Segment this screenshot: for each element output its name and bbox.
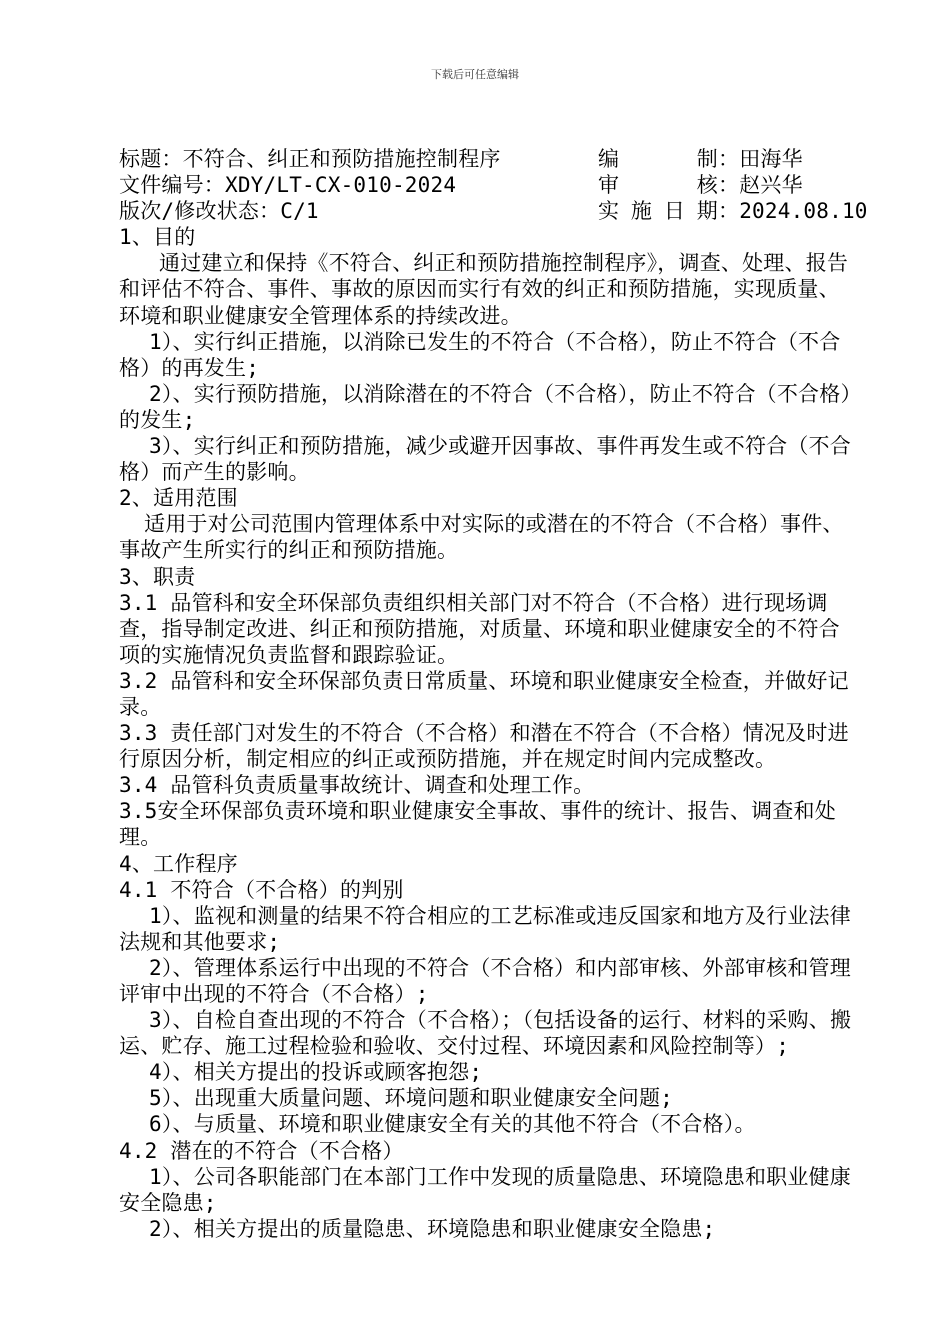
list-item: 2）、相关方提出的质量隐患、环境隐患和职业健康安全隐患;: [149, 1216, 716, 1241]
clause: 3.3 责任部门对发生的不符合（不合格）和潜在不符合（不合格）情况及时进行原因分析，制定相应的纠正或预防措施，并在规定时间内完成整改。: [119, 721, 849, 772]
list-item: 3）、自检自查出现的不符合（不合格）；（包括设备的运行、材料的采购、搬运、贮存、施工过程检验和验收、交付过程、环境因素和风险控制等）;: [119, 1008, 852, 1059]
reviewer-name: 赵兴华: [739, 173, 803, 198]
watermark-text: 下载后可任意编辑: [431, 68, 519, 81]
section-heading: 4、工作程序: [119, 851, 238, 876]
clause: 3.4 品管科负责质量事故统计、调查和处理工作。: [119, 773, 595, 798]
header-row-2: [119, 172, 859, 198]
list-item: 2）、管理体系运行中出现的不符合（不合格）和内部审核、外部审核和管理评审中出现的不符合（不合格）;: [119, 955, 851, 1006]
effective-date-field: [598, 198, 868, 224]
compiler-sep: ：: [718, 147, 740, 171]
compiler-name: 田海华: [739, 147, 803, 171]
doc-number: 文件编号：XDY/LT-CX-010-2024: [119, 173, 457, 198]
list-item: 1）、监视和测量的结果不符合相应的工艺标准或违反国家和地方及行业法律法规和其他要求;: [119, 903, 851, 954]
section-heading: 3、职责: [119, 564, 196, 589]
list-item: 6）、与质量、环境和职业健康安全有关的其他不符合（不合格）。: [149, 1112, 756, 1137]
paragraph: 通过建立和保持《不符合、纠正和预防措施控制程序》，调查、处理、报告和评估不符合、事件、事故的原因而实行有效的纠正和预防措施，实现质量、环境和职业健康安全管理体系的持续改进。: [119, 251, 849, 328]
list-item: 2）、实行预防措施，以消除潜在的不符合（不合格），防止不符合（不合格）的发生;: [119, 381, 852, 432]
reviewer-sep: ：: [718, 173, 740, 198]
clause: 3.5安全环保部负责环境和职业健康安全事故、事件的统计、报告、调查和处理。: [119, 799, 836, 850]
list-item: 1）、实行纠正措施，以消除已发生的不符合（不合格），防止不符合（不合格）的再发生;: [119, 329, 841, 380]
list-item: 1）、公司各职能部门在本部门工作中发现的质量隐患、环境隐患和职业健康安全隐患;: [119, 1164, 851, 1215]
clause: 3.2 品管科和安全环保部负责日常质量、环境和职业健康安全检查，并做好记录。: [119, 668, 849, 719]
compiler-field: [598, 146, 803, 172]
paragraph: 适用于对公司范围内管理体系中对实际的或潜在的不符合（不合格）事件、事故产生所实行的纠正和预防措施。: [119, 512, 844, 563]
section-heading: 2、适用范围: [119, 486, 238, 511]
list-item: 3）、实行纠正和预防措施，减少或避开因事故、事件再发生或不符合（不合格）而产生的影响。: [119, 434, 851, 485]
date-sep: ：: [718, 199, 740, 224]
list-item: 5）、出现重大质量问题、环境问题和职业健康安全问题;: [149, 1086, 673, 1111]
reviewer-field: [598, 172, 803, 198]
subsection-heading: 4.2 潜在的不符合（不合格）: [119, 1138, 404, 1163]
header-row-1: [119, 146, 859, 172]
compiler-label: 编 制: [598, 147, 718, 171]
clause: 3.1 品管科和安全环保部负责组织相关部门对不符合（不合格）进行现场调查，指导制定改进、纠正和预防措施，对质量、环境和职业健康安全的不符合项的实施情况负责监督和跟踪验证。: [119, 590, 840, 667]
subsection-heading: 4.1 不符合（不合格）的判别: [119, 877, 404, 902]
list-item: 4）、相关方提出的投诉或顾客抱怨;: [149, 1060, 483, 1085]
reviewer-label: 审 核: [598, 173, 718, 198]
doc-version: 版次/修改状态：C/1: [119, 199, 319, 224]
document-body: [119, 146, 868, 1242]
section-heading: 1、目的: [119, 225, 196, 250]
header-row-3: [119, 198, 868, 224]
doc-title: 标题：不符合、纠正和预防措施控制程序: [119, 147, 501, 171]
date-value: 2024.08.10: [739, 199, 868, 224]
date-label: 实施日期: [598, 199, 718, 224]
